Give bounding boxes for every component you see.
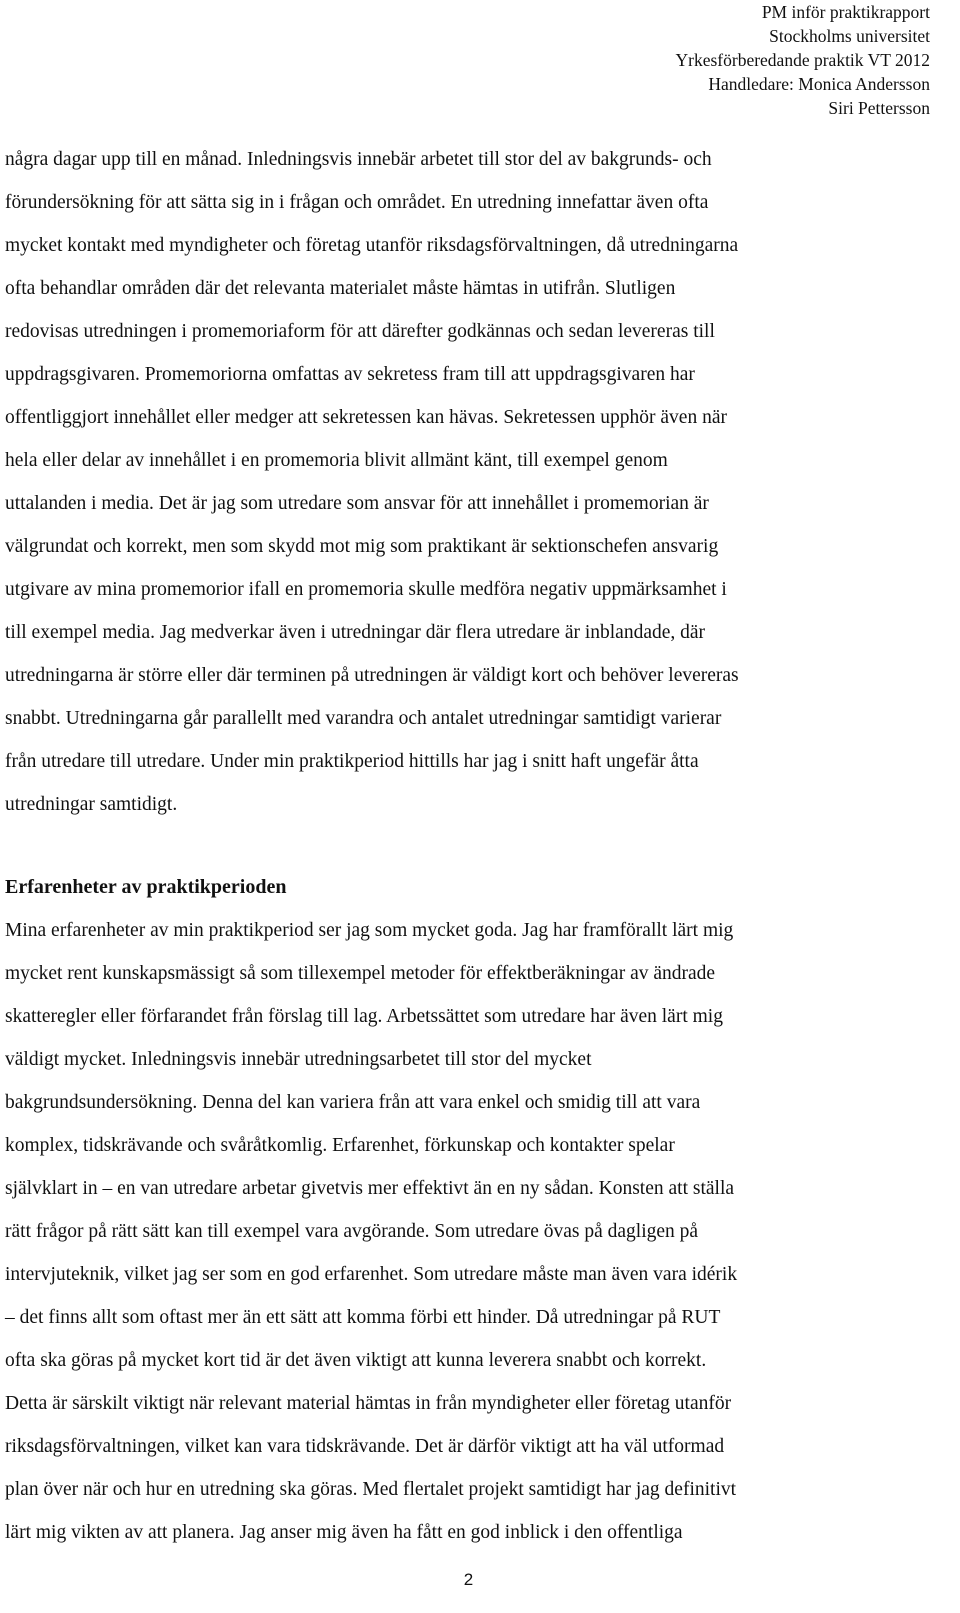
text-line: rätt frågor på rätt sätt kan till exempel vara avgörande. Som utredare övas på dagligen på	[5, 1221, 699, 1242]
text-line: välgrundat och korrekt, men som skydd mot mig som praktikant är sektionschefen ansvarig	[5, 536, 719, 557]
text-line: uppdragsgivaren. Promemoriorna omfattas av sekretess fram till att uppdragsgivaren har	[5, 364, 695, 385]
page-number: 2	[463, 1570, 474, 1589]
text-line: väldigt mycket. Inledningsvis innebär utredningsarbetet till stor del mycket	[5, 1049, 592, 1070]
text-line: – det finns allt som oftast mer än ett sätt att komma förbi ett hinder. Då utredningar på RUT	[5, 1307, 721, 1328]
header-title: PM inför praktikrapport	[761, 2, 930, 22]
text-line: ofta behandlar områden där det relevanta materialet måste hämtas in utifrån. Slutligen	[5, 278, 676, 299]
header-author: Siri Pettersson	[828, 98, 930, 118]
text-line: från utredare till utredare. Under min praktikperiod hittills har jag i snitt haft ungefär åtta	[5, 751, 699, 772]
text-line: mycket rent kunskapsmässigt så som tillexempel metoder för effektberäkningar av ändrade	[5, 963, 716, 984]
text-line: Detta är särskilt viktigt när relevant material hämtas in från myndigheter eller företag utanför	[5, 1393, 732, 1414]
header-supervisor: Handledare: Monica Andersson	[708, 74, 930, 94]
text-line: skatteregler eller förfarandet från förslag till lag. Arbetssättet som utredare har även lärt mig	[5, 1006, 723, 1027]
text-line: snabbt. Utredningarna går parallellt med varandra och antalet utredningar samtidigt varierar	[5, 708, 722, 729]
text-line: plan över när och hur en utredning ska göras. Med flertalet projekt samtidigt har jag definitivt	[5, 1479, 737, 1500]
header-university: Stockholms universitet	[769, 26, 930, 46]
text-line: mycket kontakt med myndigheter och företag utanför riksdagsförvaltningen, då utredningarna	[5, 235, 739, 256]
page-header	[430, 0, 930, 120]
text-line: utgivare av mina promemorior ifall en promemoria skulle medföra negativ uppmärksamhet i	[5, 579, 727, 600]
section-heading: Erfarenheter av praktikperioden	[5, 876, 287, 898]
text-line: ofta ska göras på mycket kort tid är det även viktigt att kunna leverera snabbt och korrekt.	[5, 1350, 707, 1371]
text-line: till exempel media. Jag medverkar även i utredningar där flera utredare är inblandade, där	[5, 622, 706, 643]
header-course: Yrkesförberedande praktik VT 2012	[675, 50, 930, 70]
text-line: intervjuteknik, vilket jag ser som en god erfarenhet. Som utredare måste man även vara idérik	[5, 1264, 738, 1285]
text-line: lärt mig vikten av att planera. Jag anser mig även ha fått en god inblick i den offentliga	[5, 1522, 683, 1543]
text-line: offentliggjort innehållet eller medger att sekretessen kan hävas. Sekretessen upphör även när	[5, 407, 727, 428]
text-line: utredningarna är större eller där terminen på utredningen är väldigt kort och behöver levereras	[5, 665, 739, 686]
text-line: utredningar samtidigt.	[5, 794, 178, 815]
text-line: Mina erfarenheter av min praktikperiod ser jag som mycket goda. Jag har framförallt lärt mig	[5, 920, 734, 941]
paragraph-1	[5, 138, 937, 826]
paragraph-2	[5, 909, 937, 1554]
text-line: några dagar upp till en månad. Inledningsvis innebär arbetet till stor del av bakgrunds- och	[5, 149, 712, 170]
text-line: förundersökning för att sätta sig in i frågan och området. En utredning innefattar även ofta	[5, 192, 709, 213]
text-line: hela eller delar av innehållet i en promemoria blivit allmänt känt, till exempel genom	[5, 450, 668, 471]
text-line: uttalanden i media. Det är jag som utredare som ansvar för att innehållet i promemorian är	[5, 493, 709, 514]
paragraph-spacer	[5, 826, 937, 866]
text-line: komplex, tidskrävande och svåråtkomlig. Erfarenhet, förkunskap och kontakter spelar	[5, 1135, 675, 1156]
text-line: självklart in – en van utredare arbetar givetvis mer effektivt än en ny sådan. Konsten att ställa	[5, 1178, 735, 1199]
text-line: redovisas utredningen i promemoriaform för att därefter godkännas och sedan levereras till	[5, 321, 715, 342]
document-body	[5, 138, 937, 1554]
text-line: riksdagsförvaltningen, vilket kan vara tidskrävande. Det är därför viktigt att ha väl utformad	[5, 1436, 725, 1457]
text-line: bakgrundsundersökning. Denna del kan variera från att vara enkel och smidig till att vara	[5, 1092, 701, 1113]
